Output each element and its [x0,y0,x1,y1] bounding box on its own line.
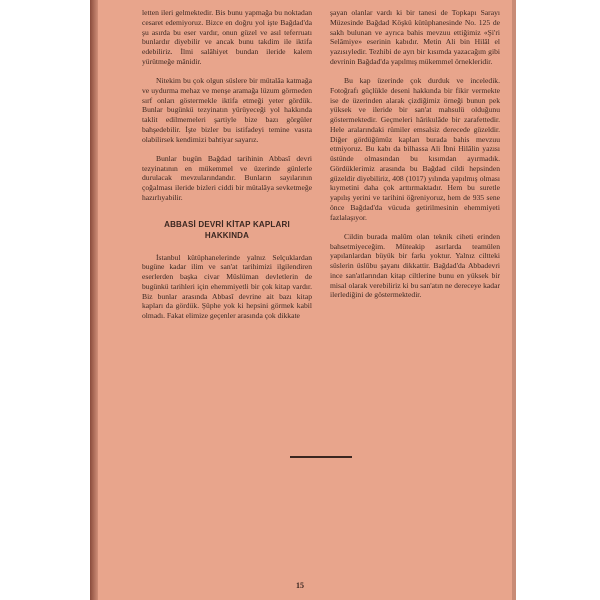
section-heading: ABBASİ DEVRİ KİTAP KAPLARI HAKKINDA [164,219,290,240]
left-paragraph-2: Nitekim bu çok olgun süslere bir mütalâa katmağa ve uydurma mehaz ve menşe aramağa lüzum görmeden sırf onları göstermekle iktifa etmeği yeter gördük. Bunlar bugünkü tezyinatın yürüyeceği yol hakkında taklit edilmemeleri şartiyle bize bazı görgüler bahşedebilir. İşte bizler bu istifadeyi temine vasıta olabilirsek kendimizi bahtiyar sayarız. [142,76,312,144]
section-divider [290,456,352,458]
left-column [142,8,312,330]
right-paragraph-2: Bu kap üzerinde çok durduk ve inceledik. Fotoğrafı güçlükle deseni hakkında bir fikir vermekte ise de üzerinden alarak çizdiğimiz örneği bunun pek yüksek ve ileride bir san'at mahsulü olduğunu göstermektedir. Geçmeleri hârikulâde bir zarafettedir. Hele aralarındaki rümiler emsalsiz derecede güzeldir. Diğer gördüğümüz kapları burada bahis mevzuu etmiyoruz. Bu kabı da bilhassa Ali İbni Hilâlin yazısı üstünde olmasından bu kısımdan ayırmadık. Gördüklerimiz arasında bu Bağdad cildi hepsinden güzeldir diyebiliriz, 408 (1017) yılında yapılmış olması kıymetini daha çok arttırmaktadır. Hem bu suretle yapılış yerini ve tarihini öğreniyoruz, hem de 935 sene önce Bağdad'da vücuda getirilmesinin ehemmiyeti fazlalaşıyor. [330,76,500,222]
left-paragraph-1: letten ileri gelmektedir. Bis bunu yapmağa bu noktadan cesaret edemiyoruz. Bizce en doğru yol işte Bağdad'da şu asırda bu eser vardır, onun güzel ve asıl teferruatı bunlardır diyebilir ve ancak bunu takdim ile iktifa edebiliriz. İlmi salâhiyet bundan ileride kalem yürütmeğe mânidir. [142,8,312,66]
left-paragraph-4: İstanbul kütüphanelerinde yalnız Selçuklardan bugüne kadar ilim ve san'at tarihimizi ilgilendiren eserlerden başka civar Müslüman devletlerin de bugünkü tarihleri için ehemmiyetli bir çok kitap vardır. Biz bunlar arasında Abbasî devrine ait bazı kitap kapları da gördük. Şüphe yok ki hepsini görmek kabil olmadı. Fakat elimize geçenler arasında çok dikkate [142,252,312,320]
page-number: 15 [296,581,304,590]
right-paragraph-3: Cildin burada malûm olan teknik ciheti erinden bahsetmiyeceğim. Müteakip asırlarda teamülen yapılanlardan büyük bir farkı yoktur. Yalnız ciltteki süslerin üslûbu şayanı dikkattir. Bağdad'da Abbadevri ince san'atlarından kitap ciltlerine bunu en yüksek bir misal olarak verebiliriz ki bu san'atın ne dereceye kadar ilerlediğini de göstermektedir. [330,231,500,300]
left-paragraph-3: Bunlar bugün Bağdad tarihinin Abbasî devri tezyinatının en mükemmel ve üzerinde günlerle durulacak mevzularındandır. Bunların sayılarının çoğalması ileride bizleri ciddi bir mütalâya sevketmeğe hazırlıyabilir. [142,153,312,202]
page-edge [512,0,516,600]
right-column [330,8,500,310]
page-binding-shadow [90,0,98,600]
right-paragraph-1: şayan olanlar vardı ki bir tanesi de Topkapı Sarayı Müzesinde Bağdad Köşkü kütüphanesinde No. 125 de sakh bulunan ve ayrıca bahis mevzuu ettiğimiz «Şi'ri Selâmiye» eserinin kabıdır. Metin Ali bin Hilâl el yazısıyledir. Tezhibi de ayrı bir kısımda yazacağım gibi devrinin Bağdad'da yapılmış mükemmel örnekleridir. [330,8,500,66]
